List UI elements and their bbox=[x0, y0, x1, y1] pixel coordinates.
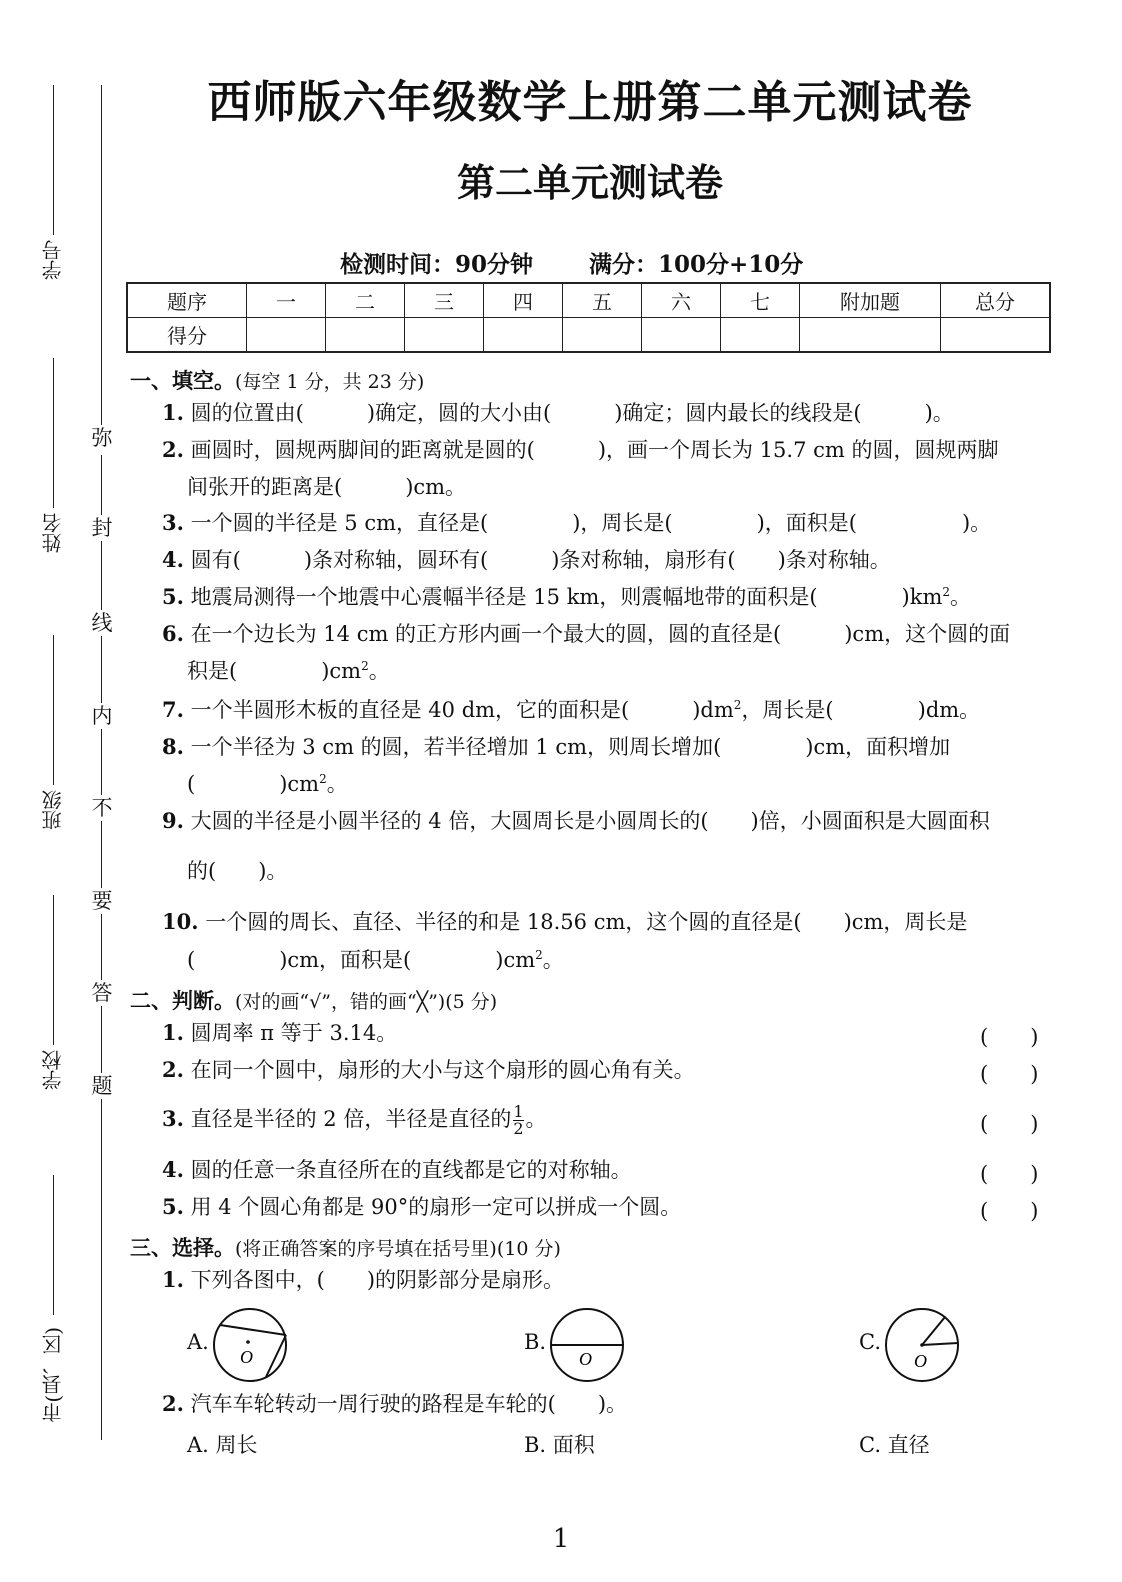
section-heading: 三、选择。(将正确答案的序号填在括号里)(10 分) bbox=[130, 1235, 561, 1260]
answer-blank[interactable]: ( ) bbox=[980, 1062, 1039, 1086]
option-label: A. bbox=[187, 1330, 209, 1354]
seal-char: 要 bbox=[89, 888, 115, 914]
field-label: 学校 bbox=[41, 1050, 65, 1090]
fraction: $\frac{1}{2}$ bbox=[513, 1102, 524, 1138]
center-label: O bbox=[914, 1351, 927, 1371]
page-subtitle: 第二单元测试卷 bbox=[456, 160, 723, 205]
question-item: 1. 下列各图中，( )的阴影部分是扇形。 bbox=[162, 1267, 565, 1292]
option-label: C. bbox=[859, 1330, 881, 1354]
question-item: 5. 地震局测得一个地震中心震幅半径是 15 km，则震幅地带的面积是( )$km^2$。 bbox=[162, 584, 971, 609]
table-cell: 二 bbox=[326, 283, 405, 318]
score-input-cell[interactable] bbox=[800, 318, 941, 353]
table-cell: 一 bbox=[247, 283, 326, 318]
table-cell: 附加题 bbox=[800, 283, 941, 318]
exam-full-score: 满分：100分+10分 bbox=[589, 251, 804, 278]
field-name[interactable] bbox=[38, 358, 70, 568]
exam-meta bbox=[340, 246, 803, 279]
option-a: A. 周长 bbox=[187, 1433, 258, 1457]
score-input-cell[interactable] bbox=[941, 318, 1051, 353]
score-input-cell[interactable] bbox=[721, 318, 800, 353]
answer-blank[interactable]: ( ) bbox=[980, 1112, 1039, 1136]
answer-blank[interactable]: ( ) bbox=[980, 1199, 1039, 1223]
score-input-cell[interactable] bbox=[326, 318, 405, 353]
question-continuation: 积是( )$cm^2$。 bbox=[187, 659, 390, 683]
page-title: 西师版六年级数学上册第二单元测试卷 bbox=[207, 77, 973, 128]
question-continuation: 的( )。 bbox=[187, 859, 288, 883]
answer-blank[interactable]: ( ) bbox=[980, 1162, 1039, 1186]
center-label: O bbox=[579, 1349, 592, 1369]
question-item: 10. 一个圆的周长、直径、半径的和是 18.56 cm，这个圆的直径是( )cm，周长是 bbox=[162, 909, 968, 934]
option-b: B. 面积 bbox=[524, 1433, 595, 1457]
question-item: 1. 圆周率 π 等于 3.14。 bbox=[162, 1020, 398, 1045]
score-input-cell[interactable] bbox=[642, 318, 721, 353]
question-continuation: ( )$cm^2$。 bbox=[187, 772, 348, 796]
figure-a-circle bbox=[210, 1305, 294, 1385]
answer-blank[interactable]: ( ) bbox=[980, 1025, 1039, 1049]
seal-char: 内 bbox=[89, 703, 115, 729]
question-item: 1. 圆的位置由( )确定，圆的大小由( )确定；圆内最长的线段是( )。 bbox=[162, 400, 954, 425]
seal-char: 弥 bbox=[89, 425, 115, 451]
seal-line bbox=[101, 455, 102, 1440]
question-item: 4. 圆有( )条对称轴，圆环有( )条对称轴，扇形有( )条对称轴。 bbox=[162, 547, 891, 572]
seal-char: 题 bbox=[89, 1073, 115, 1099]
question-item: 5. 用 4 个圆心角都是 90°的扇形一定可以拼成一个圆。 bbox=[162, 1194, 682, 1219]
option-c: C. 直径 bbox=[859, 1433, 930, 1457]
option-label: B. bbox=[524, 1330, 547, 1354]
seal-char: 封 bbox=[89, 515, 115, 541]
seal-char: 不 bbox=[89, 795, 115, 821]
field-label: 学号 bbox=[41, 240, 65, 280]
field-label: 姓名 bbox=[41, 513, 65, 553]
question-item: 2. 在同一个圆中，扇形的大小与这个扇形的圆心角有关。 bbox=[162, 1057, 695, 1082]
question-item: 2. 画圆时，圆规两脚间的距离就是圆的( )，画一个周长为 15.7 cm 的圆，圆规两脚 bbox=[162, 437, 999, 462]
field-school[interactable] bbox=[38, 895, 70, 1105]
table-row bbox=[127, 318, 1050, 353]
table-cell: 四 bbox=[484, 283, 563, 318]
score-input-cell[interactable] bbox=[563, 318, 642, 353]
question-item: 9. 大圆的半径是小圆半径的 4 倍，大圆周长是小圆周长的( )倍，小圆面积是大圆面积 bbox=[162, 808, 990, 833]
table-row bbox=[127, 283, 1050, 318]
seal-char: 答 bbox=[89, 980, 115, 1006]
question-item: 6. 在一个边长为 14 cm 的正方形内画一个最大的圆，圆的直径是( )cm，这个圆的面 bbox=[162, 621, 1011, 646]
seal-char: 线 bbox=[89, 610, 115, 636]
table-cell: 总分 bbox=[941, 283, 1051, 318]
figure-b-circle bbox=[547, 1305, 631, 1385]
field-label: 市(县、区) bbox=[41, 1327, 65, 1423]
field-class[interactable] bbox=[38, 635, 70, 845]
binding-margin bbox=[0, 0, 130, 1582]
score-input-cell[interactable] bbox=[484, 318, 563, 353]
field-label: 班级 bbox=[41, 790, 65, 830]
question-item: 2. 汽车车轮转动一周行驶的路程是车轮的( )。 bbox=[162, 1391, 628, 1416]
score-table bbox=[126, 282, 1051, 353]
field-student-id[interactable] bbox=[38, 85, 70, 295]
question-item: 4. 圆的任意一条直径所在的直线都是它的对称轴。 bbox=[162, 1157, 632, 1182]
figure-c-circle bbox=[882, 1305, 966, 1385]
center-label: O bbox=[240, 1347, 253, 1367]
exam-time: 检测时间：90分钟 bbox=[340, 251, 534, 278]
score-input-cell[interactable] bbox=[247, 318, 326, 353]
page-number: 1 bbox=[552, 1524, 570, 1554]
field-city[interactable] bbox=[38, 1175, 70, 1440]
table-cell: 题序 bbox=[127, 283, 247, 318]
table-cell: 七 bbox=[721, 283, 800, 318]
score-input-cell[interactable] bbox=[405, 318, 484, 353]
question-item: 3. 一个圆的半径是 5 cm，直径是( )，周长是( )，面积是( )。 bbox=[162, 510, 992, 535]
seal-line bbox=[101, 85, 102, 425]
question-continuation: 间张开的距离是( )cm。 bbox=[187, 475, 467, 499]
question-continuation: ( )cm，面积是( )$cm^2$。 bbox=[187, 948, 564, 972]
table-cell: 六 bbox=[642, 283, 721, 318]
question-item: 3. 直径是半径的 2 倍，半径是直径的 $\frac{1}{2}$ 。 bbox=[162, 1102, 547, 1138]
question-item: 7. 一个半圆形木板的直径是 40 dm，它的面积是( )$dm^2$，周长是( )dm。 bbox=[162, 697, 981, 722]
table-cell: 五 bbox=[563, 283, 642, 318]
question-item: 8. 一个半径为 3 cm 的圆，若半径增加 1 cm，则周长增加( )cm，面积增加 bbox=[162, 734, 951, 759]
section-heading: 二、判断。(对的画“√”，错的画“╳”)(5 分) bbox=[130, 988, 498, 1013]
section-heading: 一、填空。(每空 1 分，共 23 分) bbox=[130, 368, 425, 393]
table-cell: 三 bbox=[405, 283, 484, 318]
table-cell: 得分 bbox=[127, 318, 247, 353]
